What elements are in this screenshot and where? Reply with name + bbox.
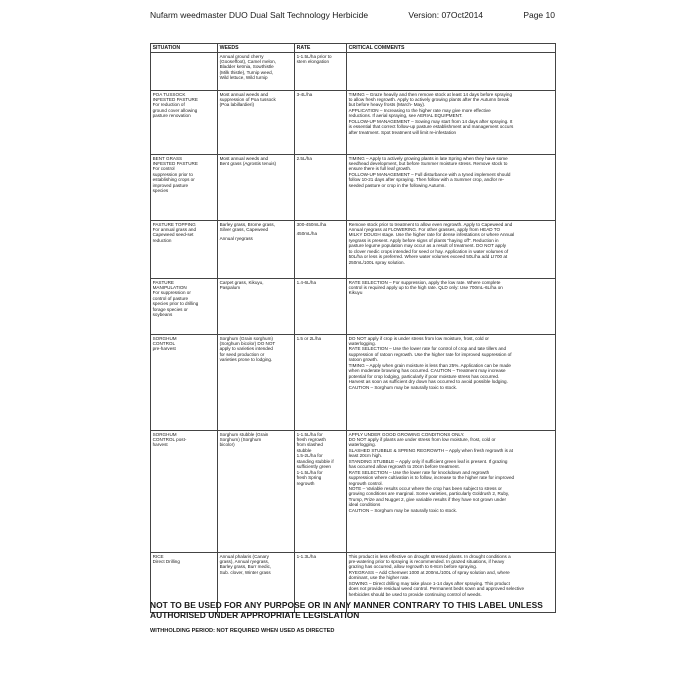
situation-text-line: BENT GRASS [152, 155, 183, 161]
rate-text-line: fresh regrowth [296, 436, 326, 442]
table-row [151, 155, 556, 221]
cell-situation [151, 53, 218, 91]
comments-text-line: 250mL/100L spray solution. [348, 259, 405, 265]
weeds-text-line: Barley grass, Burr medic, [219, 564, 272, 570]
column-header-comments: CRITICAL COMMENTS [347, 44, 556, 53]
comments-text-line: ratoon growth. [348, 357, 378, 363]
situation-text-line: RICE [152, 553, 164, 559]
comments-text-line: ensure there is full leaf growth. [348, 166, 412, 172]
comments-text-line: growing conditions are marginal. Some varieties, particularly Goldrush 2, Ruby, [348, 491, 510, 497]
weeds-text-line: (Sorghum bicolor) DO NOT [219, 340, 276, 346]
rate-text-line: 2.5L/ha [296, 155, 312, 161]
weeds-text-line: Paspalum [219, 284, 241, 290]
directions-for-use-table [150, 43, 556, 613]
cell-situation [151, 431, 218, 553]
column-header-rate: RATE [295, 44, 347, 53]
rate-text-line: 1-1.5L/ha for [296, 469, 323, 475]
comments-text-line: is essential that correct follow-up pasture establishment and management occurs [348, 124, 514, 130]
cell-rate [295, 221, 347, 279]
situation-text-line: For suppression or [152, 290, 191, 296]
comments-text-line: FOLLOW-UP MANAGEMENT – Full disturbance with a tyned implement should [348, 171, 511, 177]
comments-text-line: CAUTION – Sorghum may be naturally toxic to stock. [348, 507, 458, 513]
cell-weeds [218, 335, 295, 431]
comments-text-line: Harvest as soon as sufficient dry down has occurred to avoid possible lodging. [348, 379, 508, 385]
comments-text-line: NOTE – Variable results occur where the crop has been subject to stress or [348, 486, 502, 492]
situation-text-line: INFESTED PASTURE [152, 160, 198, 166]
situation-text-line: SORGHUM [152, 431, 177, 437]
comments-text-line: RATE SELECTION – Use the lower rate for knockdown and regrowth [348, 469, 490, 475]
comments-text-line: least 20cm high. [348, 453, 383, 459]
situation-text-line: forage species or [152, 306, 188, 312]
rate-text-line: 3-4L/ha [296, 91, 313, 97]
situation-text-line: SORGHUM [152, 335, 177, 341]
cell-rate [295, 335, 347, 431]
comments-text-line: ideal conditions [348, 502, 381, 508]
comments-text-line: Remove stock prior to treatment to allow even regrowth. Apply to Capeweed and [348, 221, 513, 227]
cell-rate [295, 155, 347, 221]
document-version: Version: 07Oct2014 [408, 10, 484, 20]
situation-text-line: POA TUSSOCK [152, 91, 186, 97]
cell-comments [347, 53, 556, 91]
weeds-text-line: Sorghum (Grain sorghum) [219, 335, 273, 341]
weeds-text-line: apply to varieties intended [219, 346, 273, 352]
cell-situation [151, 335, 218, 431]
weeds-text-line: Bladder ketmia, Sowthistle [219, 64, 274, 70]
comments-text-line: STANDING STUBBLE – Apply only if sufficient green leaf is present. If grazing [348, 458, 508, 464]
comments-text-line: Trump, Prize and Nugget 2, give variable results if they have not grown under [348, 496, 506, 502]
comments-text-line: when moderate browning has occurred. CAUTION – Treatment may increase [348, 368, 506, 374]
situation-text-line: For reduction of [152, 102, 185, 108]
situation-text-line: control of pasture [152, 295, 189, 301]
comments-text-line: Kikuyu [348, 290, 363, 296]
rate-text-line: sufficiently green [296, 464, 331, 470]
comments-text-line: RATE SELECTION – For suppression, apply the low rate. Where complete [348, 279, 501, 285]
weeds-text-line: (Gooseffoot), Camel melon, [219, 58, 276, 64]
comments-text-line: APPLICATION – Increasing to the higher rate may give more effective [348, 107, 491, 113]
weeds-text-line: (Poa labillardieri) [219, 102, 255, 108]
page-header [150, 8, 555, 22]
weeds-text-line: varieties prone to lodging. [219, 357, 273, 363]
weeds-text-line: Sub. clover, Winter grass [219, 569, 271, 575]
situation-text-line: ground cover allowing [152, 107, 198, 113]
cell-weeds [218, 53, 295, 91]
cell-rate [295, 53, 347, 91]
weeds-text-line: (Milk thistle), Turnip weed, [219, 69, 273, 75]
weeds-text-line: Silver grass, Capeweed [219, 226, 269, 232]
situation-text-line: PASTURE TOPPING [152, 221, 196, 227]
comments-text-line: to clover medic crops intended for seed or hay. Application in water volumes of [348, 248, 509, 254]
comments-text-line: follow 10-21 days after spraying. Then follow with a Summer crop, and/or re- [348, 177, 505, 183]
comments-text-line: TIMING – Apply to actively growing plants in late Spring when they have some [348, 155, 508, 161]
comments-text-line: 50L/ha or less is preferred. Where water volumes exceed 50L/ha add LI700 at [348, 254, 508, 260]
weeds-text-line: Annual phalaris (Canary [219, 553, 269, 559]
comments-text-line: MILKY DOUGH stage. Use the higher rate for dense infestations or where Annual [348, 232, 515, 238]
rate-text-line: regrowth [296, 480, 315, 486]
weeds-text-line: for seed production or [219, 351, 265, 357]
table-header-row [151, 44, 556, 53]
rate-text-line: stubble [296, 447, 312, 453]
comments-text-line: reductions. If aerial spraying, see AERIAL EQUIPMENT. [348, 113, 463, 119]
situation-text-line: improved pasture [152, 182, 189, 188]
cell-rate [295, 91, 347, 155]
situation-text-line: reduction [152, 237, 172, 243]
page-number: Page 10 [523, 10, 555, 20]
situation-text-line: Direct Drilling [152, 558, 180, 564]
comments-text-line: seeded pasture or crop in the following Autumn. [348, 182, 446, 188]
cell-comments [347, 91, 556, 155]
comments-text-line: to allow fresh regrowth. Apply to actively growing plants after the Autumn break [348, 96, 509, 102]
rate-text-line: 300-450mL/ha [296, 221, 327, 227]
comments-text-line: SLASHED STUBBLE & SPRING REGROWTH – Apply when fresh regrowth is at [348, 447, 514, 453]
comments-text-line: TIMING – Apply when grain moisture is less than 25%. Application can be made [348, 362, 511, 368]
cell-comments [347, 155, 556, 221]
comments-text-line: potential for crop lodging, particularly if poor moisture stress has occurred. [348, 373, 500, 379]
situation-text-line: soybeans [152, 312, 173, 318]
comments-text-line: FOLLOW-UP MANAGEMENT – Sowing may start from 14 days after spraying. It [348, 118, 513, 124]
rate-text-line: 1-1.5L/ha for [296, 431, 323, 437]
comments-text-line: grazing has occurred, allow regrowth to 6-8cm before spraying. [348, 564, 478, 570]
weeds-text-line: bicolor) [219, 442, 235, 448]
weeds-text-line: Annual ground cherry [219, 53, 264, 59]
situation-text-line: species prior to drilling [152, 301, 199, 307]
cell-situation [151, 155, 218, 221]
comments-text-line: regrowth control. [348, 480, 383, 486]
cell-situation [151, 221, 218, 279]
cell-comments [347, 221, 556, 279]
weeds-text-line: Annual ryegrass [219, 236, 253, 242]
weeds-text-line: Barley grass, Brome grass, [219, 221, 275, 227]
comments-text-line: RYEGRASS – Add Chemwet 1000 at 200mL/100L of spray solution and, where [348, 569, 510, 575]
comments-text-line: but before heavy frosts (March- May). [348, 102, 426, 108]
rate-text-line: 1-1.5L/ha prior to [296, 53, 332, 59]
comments-text-line: DO NOT apply if crop is under stress from low moisture, frost, cold or [348, 335, 489, 341]
comments-text-line: has occurred allow regrowth to 20cm before treatment. [348, 464, 460, 470]
situation-text-line: suppression prior to [152, 171, 193, 177]
rate-text-line: fresh Spring [296, 475, 322, 481]
weeds-text-line: Most annual weeds and [219, 155, 269, 161]
situation-text-line: CONTROL [152, 340, 176, 346]
comments-text-line: RATE SELECTION – Use the lower rate for control of crop and tate tillers and [348, 346, 507, 352]
rate-text-line: 1-1.3L/ha [296, 553, 317, 559]
rate-text-line: standing stubble if [296, 458, 334, 464]
table-body [151, 53, 556, 613]
column-header-situation: SITUATION [151, 44, 218, 53]
comments-text-line: does not provide residual weed control. Permanent beds sown and approved selective [348, 586, 525, 592]
cell-comments [347, 279, 556, 335]
comments-text-line: suppression where cultivation is to follow, increase to the higher rate for improved [348, 475, 515, 481]
cell-weeds [218, 221, 295, 279]
weeds-text-line: Sorghum stubble (Grain [219, 431, 269, 437]
situation-text-line: For control [152, 166, 175, 172]
situation-text-line: harvest [152, 442, 168, 448]
table-row [151, 221, 556, 279]
situation-text-line: CONTROL post- [152, 436, 187, 442]
comments-text-line: APPLY UNDER GOOD GROWING CONDITIONS ONLY. [348, 431, 465, 437]
comments-text-line: suppression of ratoon regrowth. Use the higher rate for improved suppression of [348, 351, 512, 357]
weeds-text-line: suppression of Poa tussock [219, 96, 276, 102]
situation-text-line: species [152, 188, 169, 194]
rate-text-line: 1.5 or 2L/ha [296, 335, 322, 341]
table-row [151, 53, 556, 91]
cell-comments [347, 335, 556, 431]
rate-text-line: 1.5-2L/ha for [296, 453, 323, 459]
comments-text-line: SOWING – Direct drilling may take place 1-14 days after spraying. This product [348, 580, 510, 586]
comments-text-line: This product is less effective on drought stressed plants. In drought conditions a [348, 553, 511, 559]
cell-weeds [218, 279, 295, 335]
comments-text-line: seedhead development, but before Summer moisture stress. Remove stock to [348, 160, 508, 166]
comments-text-line: TIMING – Graze heavily and then remove stock at least 14 days before spraying [348, 91, 513, 97]
situation-text-line: pasture renovation [152, 113, 191, 119]
withholding-period: WITHHOLDING PERIOD: NOT REQUIRED WHEN USED AS DIRECTED [150, 628, 335, 634]
comments-text-line: waterlogging. [348, 340, 376, 346]
cell-rate [295, 431, 347, 553]
table-row [151, 279, 556, 335]
table-row [151, 431, 556, 553]
comments-text-line: after treatment. Spot treatment will limit re-infestation [348, 129, 457, 135]
cell-weeds [218, 91, 295, 155]
label-warning: NOT TO BE USED FOR ANY PURPOSE OR IN ANY MANNER CONTRARY TO THIS LABEL UNLESS AUTHORISED UNDER APPROPRIATE LEGISLATION [150, 600, 543, 621]
cell-weeds [218, 431, 295, 553]
cell-comments [347, 431, 556, 553]
comments-text-line: herbicides should be used to provide continuing control of weeds. [348, 591, 482, 597]
situation-text-line: Capeweed seed-set [152, 232, 194, 238]
comments-text-line: pre-watering prior to spraying is recommended. In grazed situations, if heavy [348, 558, 505, 564]
situation-text-line: MANIPULATION [152, 284, 187, 290]
column-header-weeds: WEEDS [218, 44, 295, 53]
rate-text-line: 450mL/ha [296, 230, 318, 236]
rate-text-line: 1.4-6L/ha [296, 279, 317, 285]
situation-text-line: pre-harvest [152, 346, 176, 352]
weeds-text-line: grass), Annual ryegrass, [219, 558, 270, 564]
document-title: Nufarm weedmaster DUO Dual Salt Technology Herbicide [150, 10, 369, 20]
table-row [151, 91, 556, 155]
table-row [151, 335, 556, 431]
comments-text-line: CAUTION – Sorghum may be naturally toxic to stock. [348, 384, 458, 390]
comments-text-line: dominant, use the higher rate. [348, 575, 410, 581]
situation-text-line: For annual grass and [152, 226, 197, 232]
situation-text-line: establishing crops or [152, 177, 195, 183]
cell-rate [295, 279, 347, 335]
comments-text-line: Annual ryegrass at FLOWERING. For other grasses, apply from HEAD TO [348, 226, 501, 232]
situation-text-line: INFESTED PASTURE [152, 96, 198, 102]
comments-text-line: ryegrass is present. Apply before signs of plants "haying off". Reduction in [348, 237, 499, 243]
rate-text-line: from slashed [296, 442, 323, 448]
comments-text-line: control is required apply up to the high rate. QLD only: Use 700mL-6L/ha on [348, 284, 503, 290]
cell-situation [151, 91, 218, 155]
weeds-text-line: Bent grass (Agrostis tenuis) [219, 160, 277, 166]
weeds-text-line: Most annual weeds and [219, 91, 269, 97]
weeds-text-line: Carpet grass, Kikuyu, [219, 279, 264, 285]
comments-text-line: waterlogging. [348, 442, 376, 448]
comments-text-line: pasture legume population may occur as a result of treatment. DO NOT apply [348, 243, 507, 249]
comments-text-line: DO NOT apply if plants are under stress from low moisture, frost, cold or [348, 436, 496, 442]
weeds-text-line: Sorghum) (Sorghum [219, 436, 262, 442]
cell-situation [151, 279, 218, 335]
weeds-text-line: Wild lettuce, Wild turnip [219, 75, 268, 81]
situation-text-line: PASTURE [152, 279, 174, 285]
cell-weeds [218, 155, 295, 221]
rate-text-line: stem elongation [296, 58, 330, 64]
